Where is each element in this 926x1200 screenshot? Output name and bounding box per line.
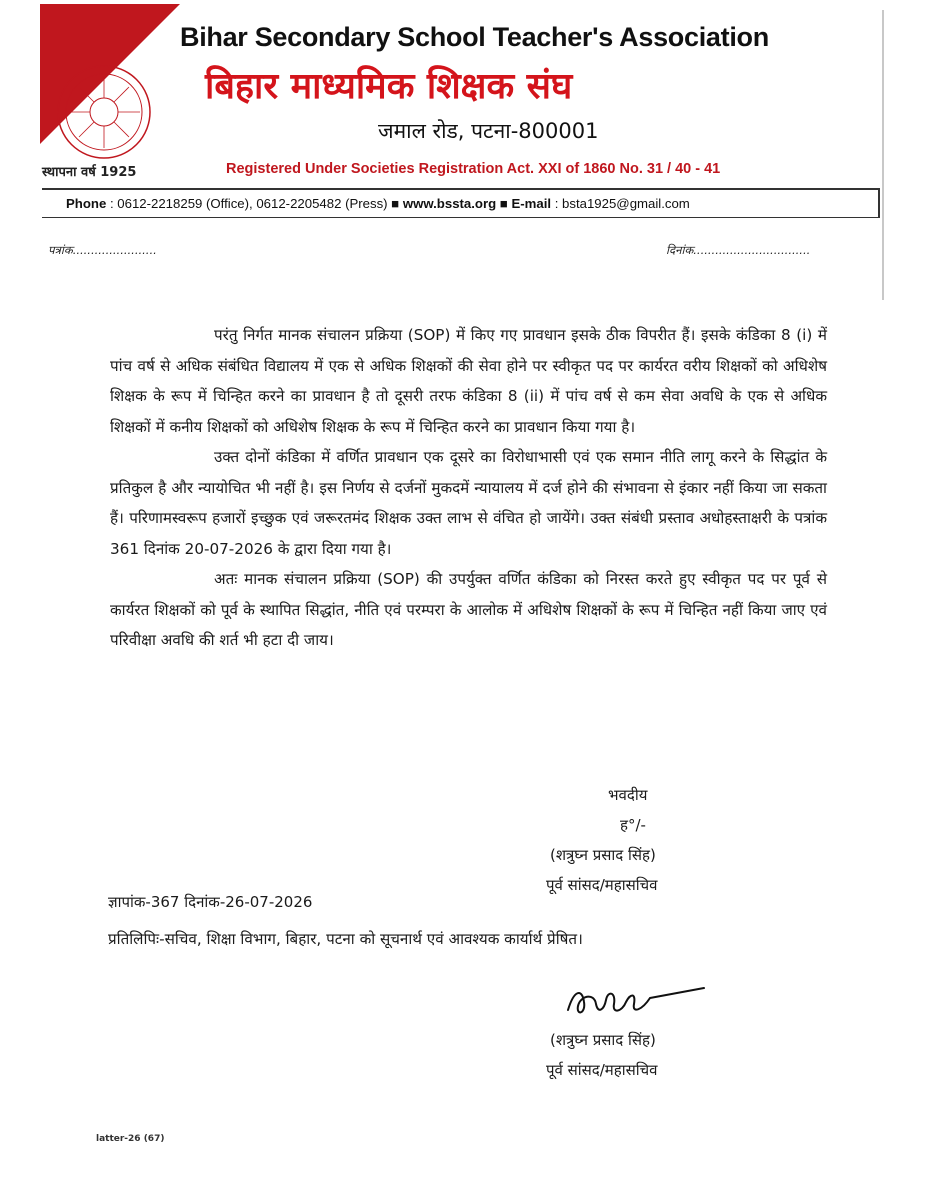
founded-year: स्थापना वर्ष 1925	[42, 165, 137, 180]
organization-address: जमाल रोड, पटना-800001	[378, 119, 599, 143]
email-address[interactable]: : bsta1925@gmail.com	[551, 196, 690, 211]
signatory-designation: पूर्व सांसद/महासचिव	[546, 1061, 658, 1079]
phone-numbers: : 0612-2218259 (Office), 0612-2205482 (Press) ■	[106, 196, 403, 211]
memo-number: ज्ञापांक-367 दिनांक-26-07-2026	[108, 893, 313, 911]
paragraph: अतः मानक संचालन प्रक्रिया (SOP) की उपर्युक्त वर्णित कंडिका को निरस्त करते हुए स्वीकृत पद पर पूर्व से कार्यरत शिक्षकों को पूर्व के स्थापित सिद्धांत, नीति एवं परम्परा के आलोक में अधिशेष शिक्षकों के रूप में चिन्हित नहीं किया जाए एवं परिवीक्षा अवधि की शर्त भी हटा दी जाय।	[110, 570, 827, 649]
letter-body	[110, 320, 827, 656]
registration-line: Registered Under Societies Registration Act. XXI of 1860 No. 31 / 40 - 41	[226, 161, 721, 177]
phone-label: Phone	[66, 196, 107, 211]
association-seal	[54, 62, 154, 162]
email-label: ■ E-mail	[496, 196, 552, 211]
date-field: दिनांक................................	[666, 243, 811, 257]
signed-mark: ह°/-	[620, 816, 646, 834]
copy-to: प्रतिलिपिः-सचिव, शिक्षा विभाग, बिहार, पटना को सूचनार्थ एवं आवश्यक कार्यार्थ प्रेषित।	[108, 930, 583, 948]
closing-block	[540, 780, 658, 900]
footer-code: latter-26 (67)	[96, 1134, 165, 1144]
website-link[interactable]: www.bssta.org	[402, 196, 497, 211]
handwritten-signature	[560, 980, 710, 1025]
closing-block-2	[540, 1025, 658, 1085]
salutation: भवदीय	[608, 786, 648, 804]
signatory-name: (शत्रुघ्न प्रसाद सिंह)	[550, 1031, 656, 1049]
right-edge-line	[882, 10, 884, 300]
organization-name-hindi: बिहार माध्यमिक शिक्षक संघ	[205, 66, 573, 107]
contact-line	[66, 196, 690, 211]
signatory-designation: पूर्व सांसद/महासचिव	[546, 876, 658, 894]
paragraph: परंतु निर्गत मानक संचालन प्रक्रिया (SOP) में किए गए प्रावधान इसके ठीक विपरीत हैं। इसके कंडिका 8 (i) में पांच वर्ष से अधिक संबंधित विद्यालय में एक से अधिक शिक्षकों की सेवा होने पर स्वीकृत पद पर कार्यरत वरीय शिक्षकों को अधिशेष शिक्षक के रूप में चिन्हित करने का प्रावधान है तो दूसरी तरफ कंडिका 8 (ii) में पांच वर्ष से कम सेवा अवधि के एक से अधिक शिक्षकों में कनीय शिक्षकों को अधिशेष शिक्षक के रूप में चिन्हित करने का प्रावधान किया गया है।	[110, 326, 827, 436]
organization-name-english: Bihar Secondary School Teacher's Association	[180, 22, 769, 52]
paragraph: उक्त दोनों कंडिका में वर्णित प्रावधान एक दूसरे का विरोधाभासी एवं एक समान नीति लागू करने के सिद्धांत के प्रतिकुल है और न्यायोचित भी नहीं है। इस निर्णय से दर्जनों मुकदमें न्यायालय में दर्ज होने की संभावना से इंकार नहीं किया जा सकता हैं। परिणामस्वरूप हजारों इच्छुक एवं जरूरतमंद शिक्षक उक्त लाभ से वंचित हो जायेंगे। उक्त संबंधी प्रस्ताव अधोहस्ताक्षरी के पत्रांक 361 दिनांक 20-07-2026 के द्वारा दिया गया है।	[110, 448, 827, 558]
signatory-name: (शत्रुघ्न प्रसाद सिंह)	[550, 846, 656, 864]
reference-number-field: पत्रांक.......................	[48, 243, 157, 257]
